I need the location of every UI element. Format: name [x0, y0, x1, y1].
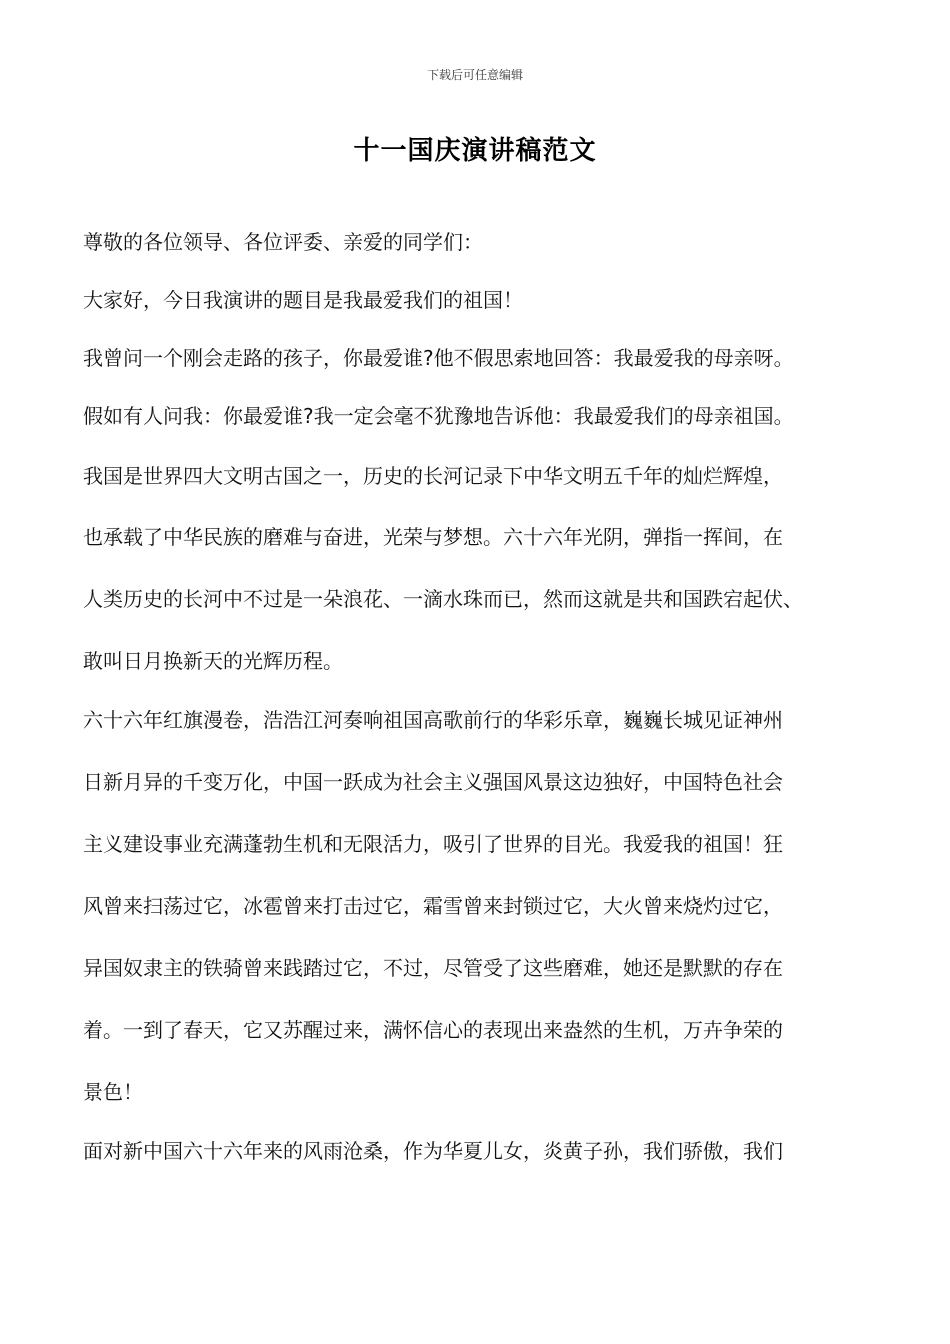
- paragraph-line: 我曾问一个刚会走路的孩子，你最爱谁?他不假思索地回答：我最爱我的母亲呀。: [83, 346, 794, 370]
- paragraph-line: 异国奴隶主的铁骑曾来践踏过它，不过，尽管受了这些磨难，她还是默默的存在: [83, 956, 783, 980]
- paragraph-line: 人类历史的长河中不过是一朵浪花、一滴水珠而已，然而这就是共和国跌宕起伏、: [83, 587, 803, 611]
- document-title: 十一国庆演讲稿范文: [353, 136, 597, 166]
- paragraph-line: 假如有人问我：你最爱谁?我一定会毫不犹豫地告诉他：我最爱我们的母亲祖国。: [83, 404, 794, 428]
- paragraph-line: 日新月异的千变万化，中国一跃成为社会主义强国风景这边独好，中国特色社会: [83, 770, 783, 794]
- paragraph-line: 主义建设事业充满蓬勃生机和无限活力，吸引了世界的目光。我爱我的祖国！狂: [83, 832, 783, 856]
- paragraph-line: 大家好，今日我演讲的题目是我最爱我们的祖国！: [83, 288, 523, 312]
- page-header: 下载后可任意编辑: [426, 68, 523, 82]
- paragraph-line: 风曾来扫荡过它，冰雹曾来打击过它，霜雪曾来封锁过它，大火曾来烧灼过它，: [83, 894, 783, 918]
- paragraph-line: 敢叫日月换新天的光辉历程。: [83, 649, 343, 673]
- paragraph-line: 我国是世界四大文明古国之一，历史的长河记录下中华文明五千年的灿烂辉煌，: [83, 464, 783, 488]
- paragraph-line: 尊敬的各位领导、各位评委、亲爱的同学们：: [83, 230, 483, 254]
- paragraph-line: 六十六年红旗漫卷，浩浩江河奏响祖国高歌前行的华彩乐章，巍巍长城见证神州: [83, 708, 783, 732]
- paragraph-line: 也承载了中华民族的磨难与奋进，光荣与梦想。六十六年光阴，弹指一挥间，在: [83, 525, 783, 549]
- paragraph-line: 面对新中国六十六年来的风雨沧桑，作为华夏儿女，炎黄子孙，我们骄傲，我们: [83, 1139, 783, 1163]
- paragraph-line: 着。一到了春天，它又苏醒过来，满怀信心的表现出来盎然的生机，万卉争荣的: [83, 1018, 783, 1042]
- paragraph-line: 景色！: [83, 1080, 143, 1104]
